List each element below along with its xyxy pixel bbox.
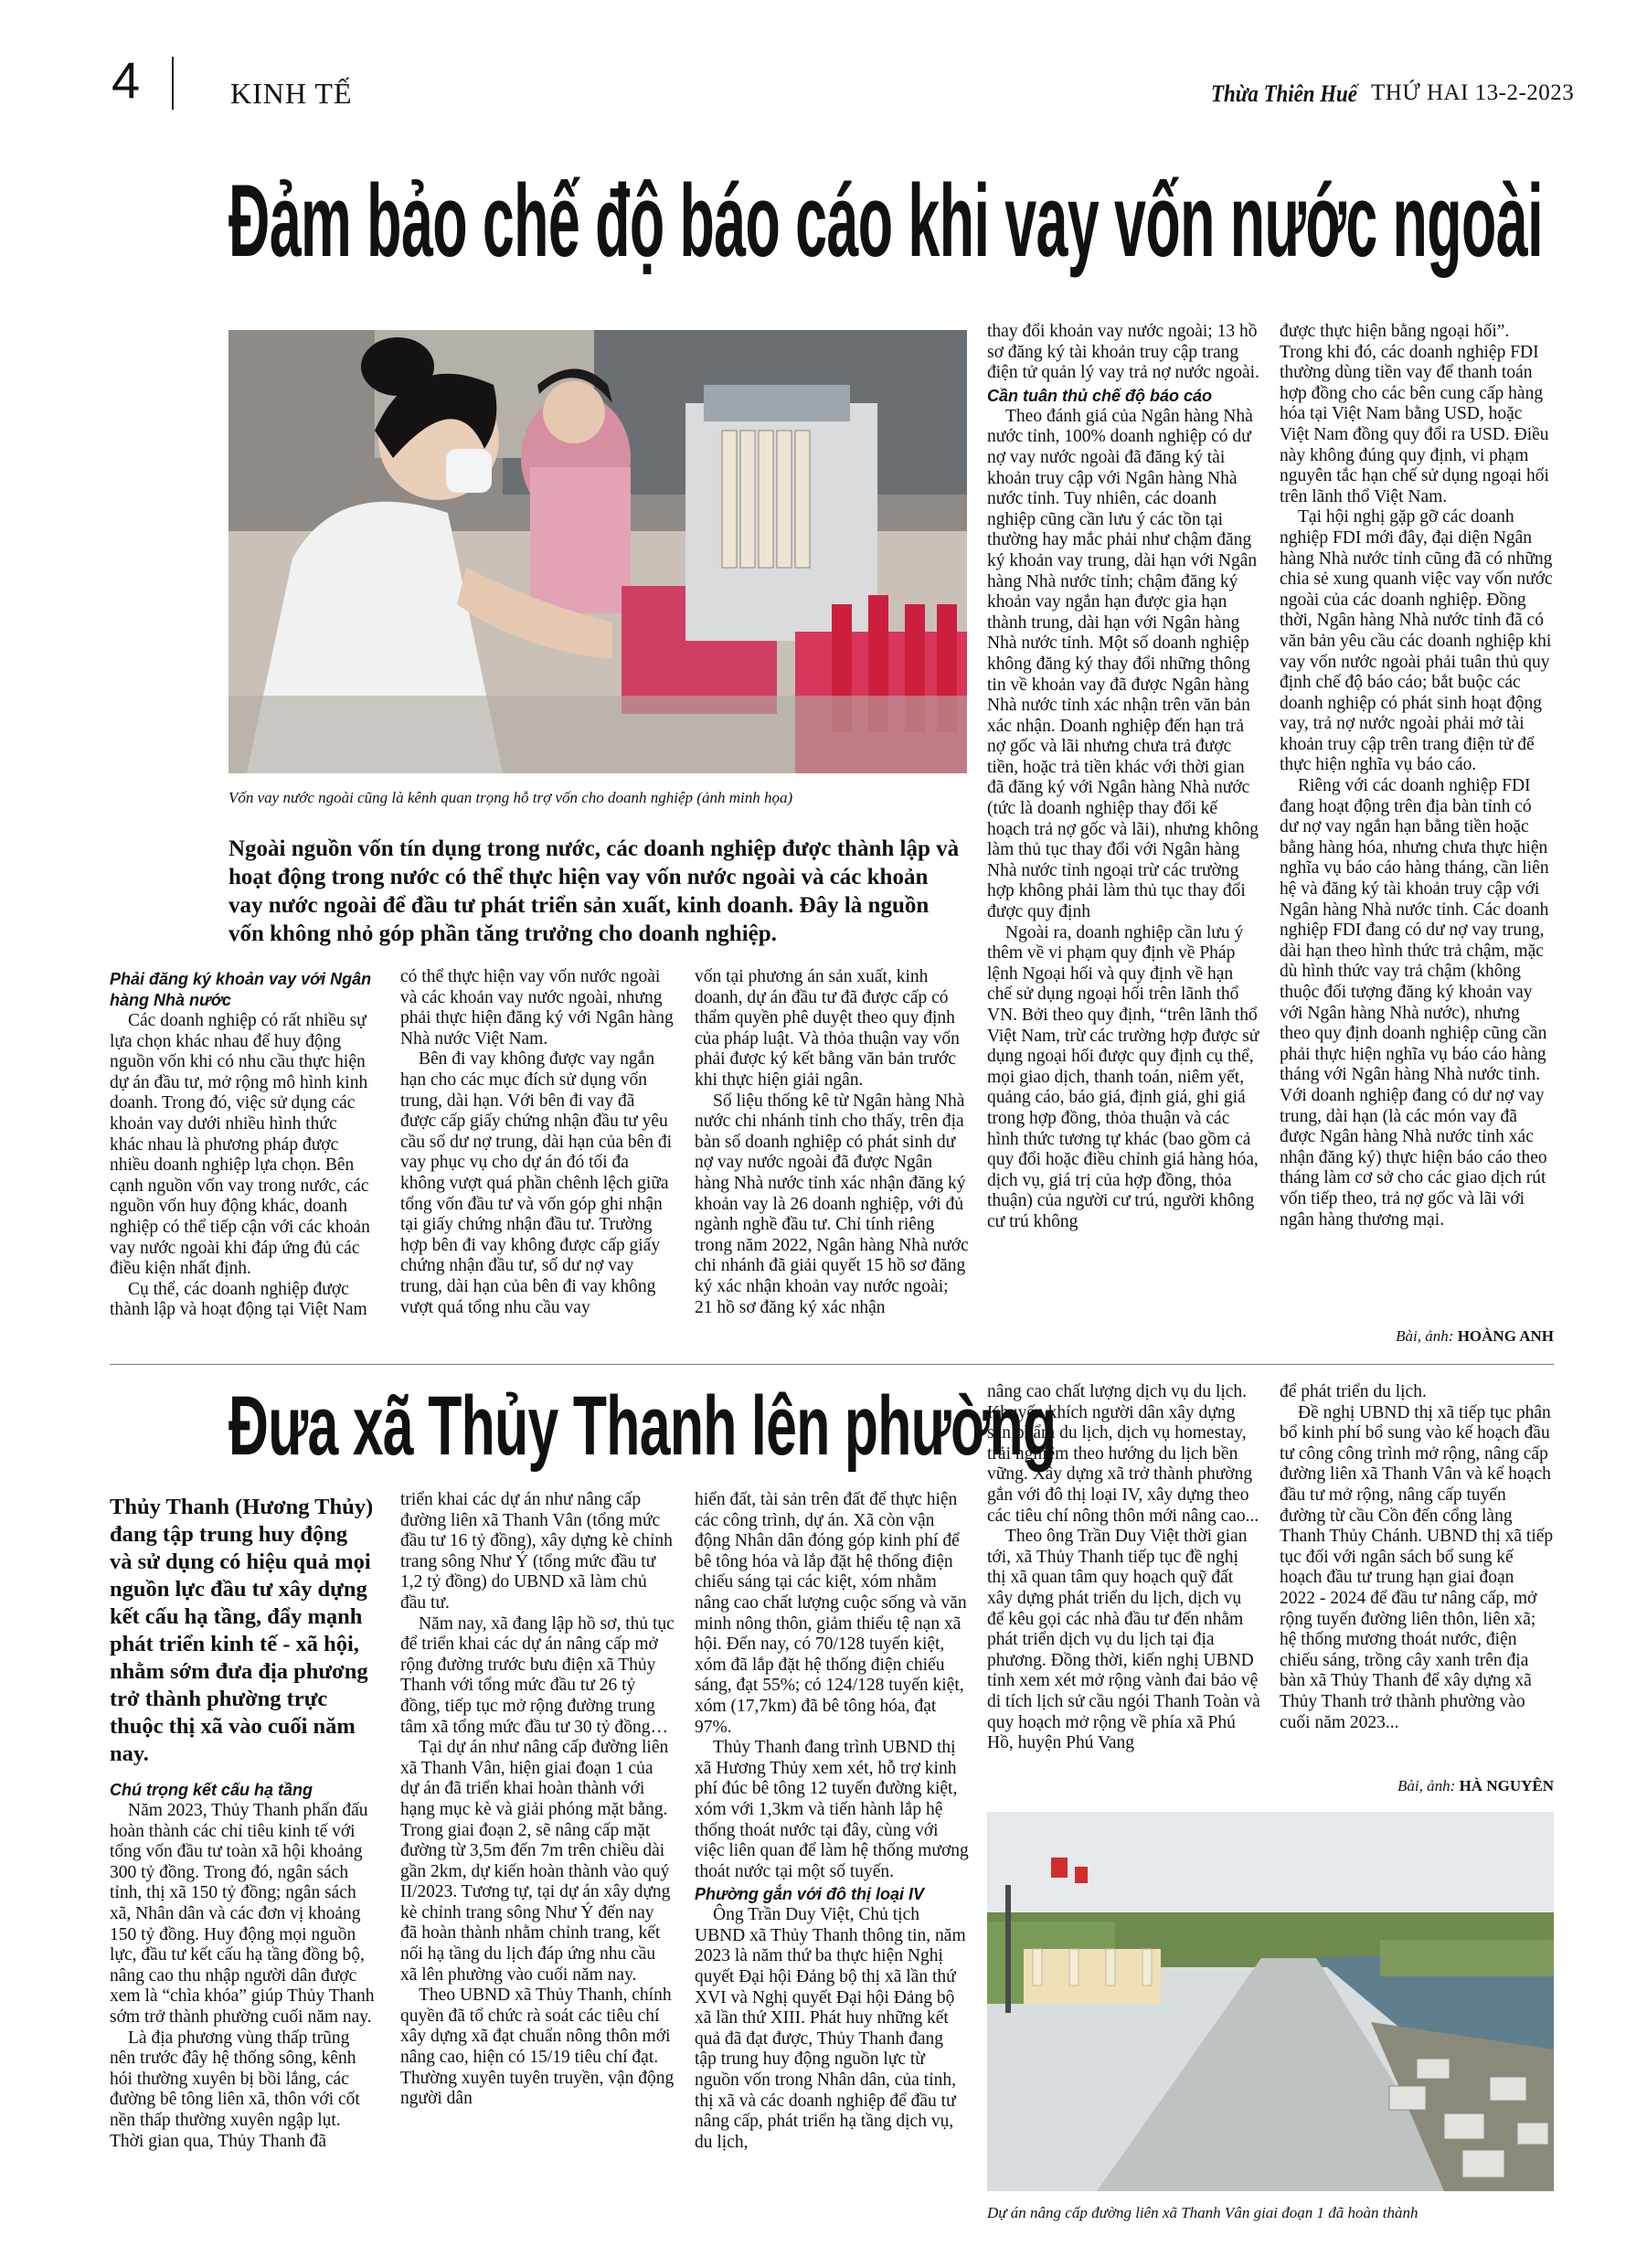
article-1-column-5: [1280, 322, 1554, 1316]
paper-name: Thừa Thiên Huế: [1211, 80, 1357, 107]
article-2-column-2: [400, 1490, 675, 2226]
paragraph: Tại hội nghị gặp gỡ các doanh nghiệp FDI mới đây, đại diện Ngân hàng Nhà nước tỉnh cũng đã có những chia sẻ xung quanh việc vay vốn nước ngoài của các doanh nghiệp. Đồng thời, Ngân hàng Nhà nước tỉnh đã có văn bản yêu cầu các doanh nghiệp khi vay vốn nước ngoài phải tuân thủ quy định chế độ báo cáo; bắt buộc các doanh nghiệp có phát sinh hoạt động vay, trả nợ nước ngoài phải mở tài khoản truy cập trên trang điện tử để thực hiện nghĩa vụ báo cáo.: [1280, 507, 1553, 775]
article-1-subhead-2: Cần tuân thủ chế độ báo cáo: [987, 386, 1213, 405]
paragraph: nâng cao chất lượng dịch vụ du lịch. Khuyến khích người dân xây dựng sản phẩm du lịch, dịch vụ homestay, trải nghiệm theo hướng du lịch bền vững. Xây dựng xã trở thành phường gắn với đô thị loại IV, xây dựng theo các tiêu chí nông thôn mới nâng cao...: [987, 1382, 1259, 1526]
article-1-column-2: [400, 967, 675, 1360]
paragraph: Riêng với các doanh nghiệp FDI đang hoạt động trên địa bàn tỉnh có dư nợ vay ngắn hạn bằng tiền hoặc bằng hàng hóa, nhưng chưa thực hiện nghĩa vụ báo cáo hàng tháng, cần liên hệ và đăng ký tài khoản truy cập với Ngân hàng Nhà nước tỉnh. Các doanh nghiệp FDI đang có dư nợ vay trung, dài hạn theo hình thức trả chậm, mặc dù hình thức vay trả chậm (không thuộc đối tượng đăng ký khoản vay với Ngân hàng Nhà nước), nhưng theo quy định doanh nghiệp cũng cần phải thực hiện nghĩa vụ báo cáo hàng tháng với Ngân hàng Nhà nước tỉnh. Với doanh nghiệp đang có dư nợ vay trung, dài hạn (là các món vay đã được Ngân hàng Nhà nước tỉnh xác nhận đăng ký) thực hiện báo cáo theo tháng làm cơ sở cho các giao dịch rút vốn tiếp theo, trả nợ gốc và lãi với ngân hàng thương mại.: [1280, 776, 1549, 1230]
page-number: 4: [112, 51, 141, 109]
paragraph: Đề nghị UBND thị xã tiếp tục phân bổ kinh phí bổ sung vào kế hoạch đầu tư công công trình mở rộng, nâng cấp đường liên xã Thanh Vân và kế hoạch đầu tư mở rộng, nâng cấp tuyến đường từ cầu Cồn đến cổng làng Thanh Thủy Chánh. UBND thị xã tiếp tục đối với ngân sách bổ sung kế hoạch đầu tư trung hạn giai đoạn 2022 - 2024 để đầu tư nâng cấp, mở rộng tuyến đường liên thôn, liên xã; hệ thống mương thoát nước, điện chiếu sáng, trồng cây xanh trên địa bàn xã Thủy Thanh để xây dựng xã Thủy Thanh trở thành phường vào cuối năm 2023...: [1280, 1402, 1554, 1732]
paragraph: Theo ông Trần Duy Việt thời gian tới, xã Thủy Thanh tiếp tục đề nghị thị xã quan tâm quy hoạch quỹ đất xây dựng phát triển du lịch, dịch vụ để kêu gọi các nhà đầu tư đến nhằm phát triển dịch vụ du lịch tại địa phương. Đồng thời, kiến nghị UBND tỉnh xem xét mở rộng vành đai bảo vệ di tích lịch sử cầu ngói Thanh Toàn và quy hoạch mở rộng về phía xã Phú Hồ, huyện Phú Vang: [987, 1527, 1260, 1753]
byline-author: HÀ NGUYÊN: [1459, 1777, 1554, 1794]
article-separator: [110, 1364, 1554, 1365]
sewing-workshop-image: [228, 330, 967, 773]
road-construction-image: [987, 1812, 1554, 2191]
paragraph: vốn tại phương án sản xuất, kinh doanh, dự án đầu tư đã được cấp có thẩm quyền phê duyệt theo quy định của pháp luật. Và thỏa thuận vay vốn phải được ký kết bằng văn bản trước khi thực hiện giải ngân.: [695, 967, 960, 1090]
section-title: KINH TẾ: [230, 77, 353, 110]
paragraph: Là địa phương vùng thấp trũng nên trước đây hệ thống sông, kênh hói thường xuyên bị bồi lắng, các đường bê tông liên xã, thôn với cốt nền thấp thường xuyên ngập lụt. Thời gian qua, Thủy Thanh đã: [110, 2028, 360, 2151]
article-1-byline: [1280, 1327, 1554, 1346]
paragraph: Năm nay, xã đang lập hồ sơ, thủ tục để triển khai các dự án nâng cấp mở rộng đường trước bưu điện xã Thủy Thanh với tổng mức đầu tư 26 tỷ đồng, tiếp tục mở rộng đường trung tâm xã tổng mức đầu tư 30 tỷ đồng…: [400, 1613, 675, 1737]
paragraph: có thể thực hiện vay vốn nước ngoài và các khoản vay nước ngoài, nhưng phải thực hiện đăng ký với Ngân hàng Nhà nước Việt Nam.: [400, 967, 674, 1049]
article-2-column-1: [110, 1778, 375, 2226]
paragraph: Ông Trần Duy Việt, Chủ tịch UBND xã Thủy Thanh thông tin, năm 2023 là năm thứ ba thực hiện Nghị quyết Đại hội Đảng bộ thị xã lần thứ XVI và Nghị quyết Đại hội Đảng bộ xã lần thứ XIII. Phát huy những kết quả đã đạt được, Thủy Thanh đang tập trung huy động nguồn lực từ nguồn vốn trong Nhân dân, của tỉnh, thị xã và các doanh nghiệp để đầu tư nâng cấp, phát triển hạ tầng dịch vụ, du lịch,: [695, 1905, 966, 2152]
paragraph: thay đổi khoản vay nước ngoài; 13 hồ sơ đăng ký tài khoản truy cập trang điện tử quản lý vay trả nợ nước ngoài.: [987, 322, 1259, 383]
article-1-photo-caption: Vốn vay nước ngoài cũng là kênh quan trọng hỗ trợ vốn cho doanh nghiệp (ảnh minh họa): [228, 789, 793, 806]
article-1-column-4: [987, 322, 1261, 1360]
header-divider: [172, 57, 174, 110]
article-2-headline: Đưa xã Thủy Thanh lên phường: [228, 1379, 1057, 1473]
article-1-headline: Đảm bảo chế độ báo cáo khi vay vốn nước ngoài: [228, 164, 1544, 278]
paragraph: để phát triển du lịch.: [1280, 1382, 1427, 1401]
paragraph: hiến đất, tài sản trên đất để thực hiện các công trình, dự án. Xã còn vận động Nhân dân đóng góp kinh phí để bê tông hóa và lắp đặt hệ thống điện chiếu sáng tại các kiệt, xóm nhằm nâng cao chất lượng cuộc sống và văn minh nông thôn, giảm thiểu tệ nạn xã hội. Đến nay, có 70/128 tuyến kiệt, xóm đã lắp đặt hệ thống điện chiếu sáng, đạt 55%; có 124/128 tuyến kiệt, xóm (17,7km) đã bê tông hóa, đạt 97%.: [695, 1490, 967, 1737]
paragraph: Theo UBND xã Thủy Thanh, chính quyền đã tổ chức rà soát các tiêu chí xây dựng xã đạt chuẩn nông thôn mới nâng cao, hiện có 15/19 tiêu chí đạt. Thường xuyên tuyên truyền, vận động người dân: [400, 1986, 675, 2109]
article-2-column-3: [695, 1490, 969, 2226]
article-1-column-3: [695, 967, 969, 1360]
paragraph: Bên đi vay không được vay ngắn hạn cho các mục đích sử dụng vốn trung, dài hạn. Với bên đi vay đã được cấp giấy chứng nhận đầu tư yêu cầu số dư nợ trung, dài hạn của bên đi vay phục vụ cho dự án đó tối đa không vượt quá phần chênh lệch giữa tổng vốn đầu tư và vốn góp ghi nhận tại giấy chứng nhận đầu tư. Trường hợp bên đi vay không được cấp giấy chứng nhận đầu tư, số dư nợ vay trung, dài hạn của bên đi vay không vượt quá tổng nhu cầu vay: [400, 1049, 673, 1317]
paragraph: Ngoài ra, doanh nghiệp cần lưu ý thêm về vi phạm quy định về Pháp lệnh Ngoại hối và quy định về hạn chế sử dụng ngoại hối trên lãnh thổ VN. Bởi theo quy định, “trên lãnh thổ Việt Nam, trừ các trường hợp được sử dụng ngoại hối được quy định cụ thể, mọi giao dịch, thanh toán, niêm yết, quảng cáo, báo giá, định giá, ghi giá trong hợp đồng, thỏa thuận và các hình thức tương tự khác (bao gồm cả quy đổi hoặc điều chỉnh giá hàng hóa, dịch vụ, giá trị của hợp đồng, thỏa thuận) của người cư trú, người không cư trú không: [987, 922, 1259, 1231]
byline-label: Bài, ảnh:: [1396, 1327, 1454, 1345]
issue-date: THỨ HAI 13-2-2023: [1371, 80, 1575, 105]
article-2-byline: [1280, 1777, 1554, 1795]
byline-author: HOÀNG ANH: [1457, 1327, 1554, 1345]
article-1-lead: Ngoài nguồn vốn tín dụng trong nước, các doanh nghiệp được thành lập và hoạt động trong nước có thể thực hiện vay vốn nước ngoài và các khoản vay nước ngoài để đầu tư phát triển sản xuất, kinh doanh. Đây là nguồn vốn không nhỏ góp phần tăng trưởng cho doanh nghiệp.: [228, 836, 960, 946]
article-2-photo: [987, 1812, 1554, 2191]
article-1-column-1: [110, 967, 373, 1360]
paragraph: Số liệu thống kê từ Ngân hàng Nhà nước chi nhánh tỉnh cho thấy, trên địa bàn số doanh nghiệp có phát sinh dư nợ vay nước ngoài đã được Ngân hàng Nhà nước tỉnh xác nhận đăng ký khoản vay là 26 doanh nghiệp, với đủ ngành nghề đầu tư. Chỉ tính riêng trong năm 2022, Ngân hàng Nhà nước chi nhánh đã giải quyết 15 hồ sơ đăng ký xác nhận khoản vay nước ngoài; 21 hồ sơ đăng ký xác nhận: [695, 1091, 969, 1317]
paragraph: Cụ thể, các doanh nghiệp được thành lập và hoạt động tại Việt Nam: [110, 1279, 367, 1320]
article-1-photo: [228, 330, 967, 773]
article-2-lead: Thủy Thanh (Hương Thủy) đang tập trung huy động và sử dụng có hiệu quả mọi nguồn lực đầu tư xây dựng kết cấu hạ tầng, đẩy mạnh phát triển kinh tế - xã hội, nhằm sớm đưa địa phương trở thành phường trực thuộc thị xã vào cuối năm nay.: [110, 1495, 374, 1766]
article-1-subhead-1: Phải đăng ký khoản vay với Ngân hàng Nhà nước: [110, 970, 372, 1009]
byline-label: Bài, ảnh:: [1397, 1777, 1456, 1794]
article-2-subhead-1: Chú trọng kết cấu hạ tầng: [110, 1781, 313, 1799]
paragraph: Thủy Thanh đang trình UBND thị xã Hương Thủy xem xét, hỗ trợ kinh phí đúc bê tông 12 tuyến đường kiệt, xóm với 1,3km và tiến hành lắp hệ thống thoát nước tại đây, cùng với việc liên quan để làm hệ thống mương thoát nước tại một số tuyến.: [695, 1738, 969, 1881]
paragraph: được thực hiện bằng ngoại hối”. Trong khi đó, các doanh nghiệp FDI thường dùng tiền vay để thanh toán hợp đồng cho các bên cung cấp hàng hóa tại Việt Nam bằng USD, hoặc Việt Nam đồng quy đổi ra USD. Điều này không đúng quy định, vi phạm nguyên tắc hạn chế sử dụng ngoại hối trên lãnh thổ Việt Nam.: [1280, 322, 1549, 506]
paragraph: Tại dự án như nâng cấp đường liên xã Thanh Vân, hiện giai đoạn 1 của dự án đã triển khai hoàn thành với hạng mục kè và giải phóng mặt bằng. Trong giai đoạn 2, sẽ nâng cấp mặt đường từ 3,5m đến 7m trên chiều dài gần 2km, dự kiến hoàn thành vào quý II/2023. Tương tự, tại dự án xây dựng kè chỉnh trang sông Như Ý đến nay đã hoàn thành nhằm chỉnh trang, kết nối hạ tầng du lịch đáp ứng nhu cầu xã lên phường vào cuối năm nay.: [400, 1738, 671, 1985]
paragraph: Năm 2023, Thủy Thanh phấn đấu hoàn thành các chỉ tiêu kinh tế với tổng vốn đầu tư toàn xã hội khoảng 300 tỷ đồng. Trong đó, ngân sách tỉnh, thị xã 150 tỷ đồng; ngân sách xã, Nhân dân và các đơn vị khoảng 150 tỷ đồng. Huy động mọi nguồn lực, đầu tư kết cấu hạ tầng đồng bộ, nâng cao thu nhập người dân được xem là “chìa khóa” giúp Thủy Thanh sớm trở thành phường cuối năm nay.: [110, 1801, 375, 2027]
paragraph: triển khai các dự án như nâng cấp đường liên xã Thanh Vân (tổng mức đầu tư 16 tỷ đồng), xây dựng kè chỉnh trang sông Như Ý (tổng mức đầu tư 1,2 tỷ đồng) do UBND xã làm chủ đầu tư.: [400, 1490, 673, 1613]
article-2-column-5: [1280, 1382, 1554, 1766]
paragraph: Theo đánh giá của Ngân hàng Nhà nước tỉnh, 100% doanh nghiệp có dư nợ vay nước ngoài đã đăng ký tài khoản truy cập với Ngân hàng Nhà nước tỉnh. Tuy nhiên, các doanh nghiệp cũng cần lưu ý các tồn tại thường hay mắc phải như chậm đăng ký khoản vay trung, dài hạn với Ngân hàng Nhà nước tỉnh; chậm đăng ký khoản vay ngắn hạn được gia hạn thành trung, dài hạn với Ngân hàng Nhà nước tỉnh. Một số doanh nghiệp không đăng ký thay đổi những thông tin về khoản vay đã được Ngân hàng Nhà nước tỉnh xác nhận trên văn bản xác nhận. Doanh nghiệp đến hạn trả nợ gốc và lãi nhưng chưa trả được tiền, hoặc trả tiền khác với thời gian đã đăng ký với Ngân hàng Nhà nước (tức là doanh nghiệp thay đổi kế hoạch trả nợ gốc và lãi), nhưng không làm thủ tục thay đổi với Ngân hàng Nhà nước tỉnh ngoại trừ các trường hợp không phải làm thủ tục thay đổi được quy định: [987, 406, 1259, 922]
article-2-photo-caption: Dự án nâng cấp đường liên xã Thanh Vân giai đoạn 1 đã hoàn thành: [987, 2204, 1419, 2221]
article-2-column-4: [987, 1382, 1261, 1803]
paragraph: Các doanh nghiệp có rất nhiều sự lựa chọn khác nhau để huy động nguồn vốn khi có nhu cầu thực hiện dự án đầu tư, mở rộng mô hình kinh doanh. Trong đó, việc sử dụng các khoản vay dưới nhiều hình thức khác nhau là phương pháp được nhiều doanh nghiệp lựa chọn. Bên cạnh nguồn vốn vay trong nước, các nguồn vốn huy động khác, doanh nghiệp có thể tiếp cận với các khoản vay nước ngoài khi đáp ứng đủ các điều kiện nhất định.: [110, 1011, 370, 1279]
article-2-subhead-2: Phường gắn với đô thị loại IV: [695, 1885, 925, 1904]
